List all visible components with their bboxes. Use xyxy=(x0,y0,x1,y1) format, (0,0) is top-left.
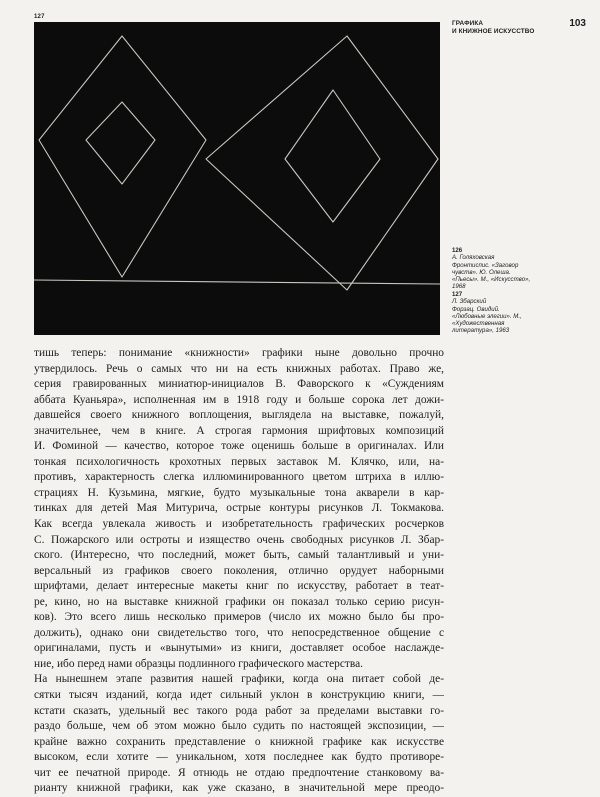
body-line: На нынешнем этапе развития нашей графики, когда она питает собой де- xyxy=(34,673,444,686)
caption-line: «Художественная xyxy=(452,320,505,328)
body-line: И. Фоминой — качество, которое тоже оценишь больше в оригиналах. Или xyxy=(34,440,444,453)
running-head-line-2: И КНИЖНОЕ ИСКУССТВО xyxy=(452,27,535,35)
body-line: С. Пожарского или остроты и изящество очень свободных рисунков Л. Збар- xyxy=(34,533,444,546)
body-line: шрифтами, делает интересные макеты книг по искусству, работает в теат- xyxy=(34,580,444,593)
body-line: страциях Н. Кузьмина, мягкие, будто музыкальные тона акварели в кар- xyxy=(34,486,444,499)
caption-line: «Пьесы». М., «Искусство», xyxy=(452,276,531,284)
caption-127 xyxy=(452,291,572,335)
body-line: ков). Это всего лишь несколько примеров (число их можно было бы про- xyxy=(34,611,444,624)
body-line: ре, кино, но на выставке книжной графики он показал только серию рисун- xyxy=(34,595,444,608)
caption-126 xyxy=(452,247,572,291)
body-line: значительнее, чем в книге. А строгая гармония шрифтовых композиций xyxy=(34,424,444,437)
body-text xyxy=(34,346,444,797)
body-line: противъ, характерность слегка иллюминированного цветом штриха в иллю- xyxy=(34,471,444,484)
body-line: Как всегда увлекала живость и изобретательность графических росчерков xyxy=(34,518,444,531)
body-line: аббата Куаньяра», исполненная им в 1918 году и больше сорока лет дожи- xyxy=(34,393,444,406)
body-line: ние, ибо перед нами образцы подлинного графического мастерства. xyxy=(34,657,364,670)
body-line: раздо больше, чем об этом можно было судить по настоящей экспозиции, — xyxy=(34,720,444,733)
caption-line: Л. Збарский xyxy=(452,298,487,306)
caption-line: Фронтиспис. «Заговор xyxy=(452,261,519,269)
body-line: высоком, если хотите — уникальном, хотя последнее как будто противоре- xyxy=(34,751,444,764)
caption-line: А. Голяховская xyxy=(452,254,495,262)
caption-number: 127 xyxy=(452,291,463,298)
body-line: оригиналами, пусть и «вынутыми» из книги, доставляет особое наслажде- xyxy=(34,642,444,655)
abstract-diamond-frontispiece-icon xyxy=(34,22,440,335)
caption-line: 1968 xyxy=(452,283,466,291)
caption-line: «Любовные элегии». М., xyxy=(452,312,522,320)
caption-number: 126 xyxy=(452,247,463,254)
running-head xyxy=(452,20,534,35)
body-line: тишь теперь: понимание «книжности» графики ныне довольно прочно xyxy=(34,347,444,359)
body-line: должить), однако они свидетельство того, что непосредственное общение с xyxy=(34,626,444,639)
body-line: версальный из графиков своего поколения, отлично орудует наборными xyxy=(34,564,444,577)
body-line: утвердилось. Речь о самых что ни на есть книжных работах. Право же, xyxy=(34,362,444,375)
body-line: крайне важно сохранить представление о книжной графике как искусстве xyxy=(34,735,444,748)
body-line: чит ее печатной природе. Я отнюдь не отдаю предпочтение станковому ва- xyxy=(34,766,444,779)
caption-line: чувств». Ю. Олеша. xyxy=(452,268,511,276)
caption-line: литература», 1963 xyxy=(452,327,510,335)
running-head-line-1: ГРАФИКА xyxy=(452,20,484,27)
figure-number-label: 127 xyxy=(34,14,45,20)
body-line: сятки тысяч изданий, когда идет сильный уклон в конструкцию книги, — xyxy=(34,689,444,702)
caption-line: Форзац. Овидий. xyxy=(452,305,500,313)
body-line: рианту книжной графики, как уже сказано, в значительной мере преодо- xyxy=(34,782,444,795)
body-line: кстати сказать, удельный вес такого рода работ за пределами выставки го- xyxy=(34,704,444,717)
body-line: тонкая психологичность крохотных первых заставок М. Клячко, или, на- xyxy=(34,455,444,468)
body-line: серия гравированных миниатюр-инициалов В. Фаворского к «Суждениям xyxy=(34,378,444,391)
body-line: давшейся своего книжного воплощения, выглядела на выставке, пожалуй, xyxy=(34,409,444,422)
figure-background xyxy=(34,22,440,335)
page-number: 103 xyxy=(569,18,586,29)
body-line: ского. (Интересно, что последний, может быть, самый талантливый и уни- xyxy=(34,549,444,562)
body-line: тинках для детей Мая Митурича, острые контуры рисунков Л. Токмакова. xyxy=(34,502,444,515)
illustration-figure xyxy=(34,22,440,335)
